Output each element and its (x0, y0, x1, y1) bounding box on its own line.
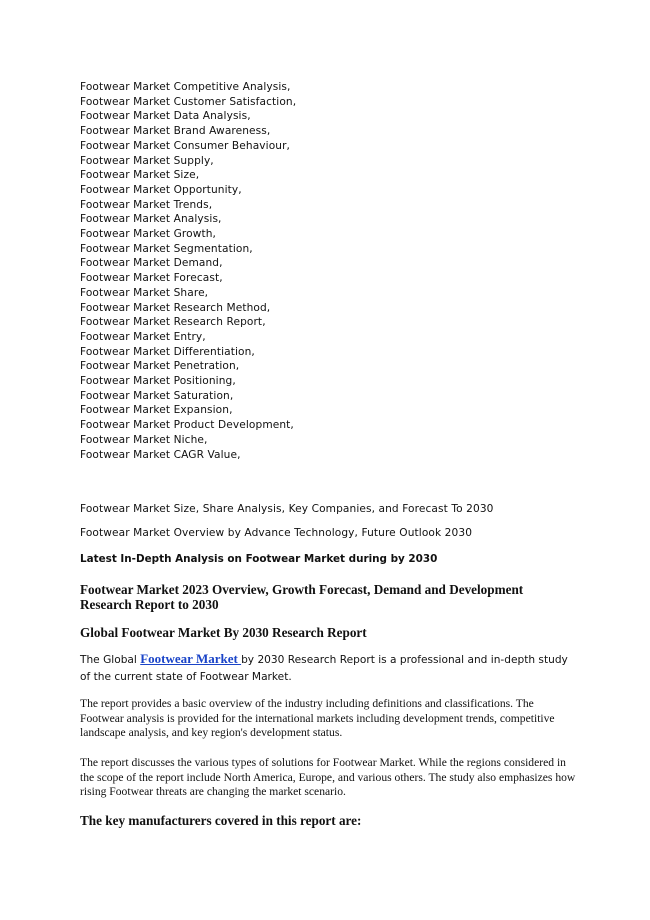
keyword-item: Footwear Market Research Report, (80, 316, 266, 329)
keyword-item: Footwear Market Positioning, (80, 375, 236, 388)
keyword-item: Footwear Market Supply, (80, 154, 214, 167)
keyword-item: Footwear Market Opportunity, (80, 183, 242, 196)
keyword-item: Footwear Market Expansion, (80, 404, 233, 417)
global-report-heading: Global Footwear Market By 2030 Research Report (80, 625, 367, 640)
overview-paragraph: The report provides a basic overview of the industry including definitions and classifications. The Footwear analysis is provided for the international markets including development trends, competitive landscape analysis, and key region's development status. (80, 697, 555, 740)
keyword-item: Footwear Market Forecast, (80, 272, 223, 285)
intro-text-after: by 2030 Research Report is a professional and in-depth study of the current state of Footwear Market. (80, 654, 568, 683)
keyword-item: Footwear Market Analysis, (80, 213, 222, 226)
report-title: Footwear Market 2023 Overview, Growth Forecast, Demand and Development Research Report to 2030 (80, 582, 524, 612)
keyword-item: Footwear Market Entry, (80, 330, 206, 343)
keyword-item: Footwear Market Demand, (80, 257, 223, 270)
related-link-overview-technology: Footwear Market Overview by Advance Technology, Future Outlook 2030 (80, 527, 473, 539)
keyword-item: Footwear Market Differentiation, (80, 345, 255, 358)
solutions-paragraph: The report discusses the various types of solutions for Footwear Market. While the regions considered in the scope of the report include North America, Europe, and various others. The study also emphasizes how rising Footwear threats are changing the market scenario. (80, 756, 576, 799)
footwear-market-link[interactable]: Footwear Market (140, 651, 242, 666)
keyword-item: Footwear Market Size, (80, 169, 200, 182)
keyword-item: Footwear Market Brand Awareness, (80, 125, 271, 138)
intro-text-before: The Global (80, 654, 141, 666)
keyword-item: Footwear Market Customer Satisfaction, (80, 95, 297, 108)
manufacturers-heading: The key manufacturers covered in this report are: (80, 813, 362, 828)
keyword-item: Footwear Market Competitive Analysis, (80, 81, 291, 93)
keyword-item: Footwear Market Penetration, (80, 360, 240, 373)
intro-paragraph (80, 650, 580, 686)
keyword-item: Footwear Market Growth, (80, 228, 217, 241)
keyword-item: Footwear Market Data Analysis, (80, 110, 251, 123)
keyword-item: Footwear Market CAGR Value, (80, 448, 241, 461)
keyword-item: Footwear Market Consumer Behaviour, (80, 139, 291, 152)
keyword-item: Footwear Market Share, (80, 286, 209, 299)
keyword-list (80, 80, 296, 462)
keyword-item: Footwear Market Research Method, (80, 301, 271, 314)
keyword-item: Footwear Market Segmentation, (80, 242, 253, 255)
keyword-item: Footwear Market Niche, (80, 433, 208, 446)
keyword-item: Footwear Market Product Development, (80, 419, 294, 432)
related-link-size-share: Footwear Market Size, Share Analysis, Key Companies, and Forecast To 2030 (80, 503, 494, 515)
keyword-item: Footwear Market Saturation, (80, 389, 234, 402)
keyword-item: Footwear Market Trends, (80, 198, 213, 211)
latest-analysis-heading: Latest In-Depth Analysis on Footwear Market during by 2030 (80, 553, 438, 565)
